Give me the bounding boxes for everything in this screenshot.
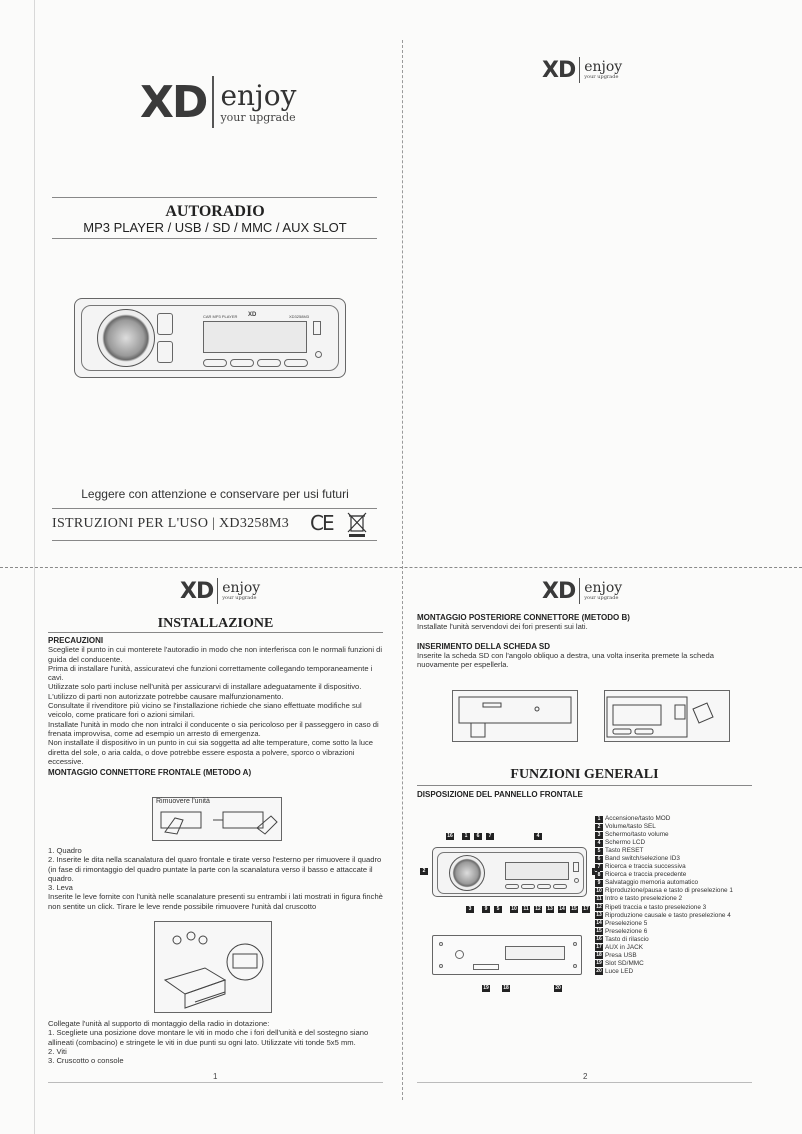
step-a: 2. Inserite le dita nella scanalatura del quaro frontale e tirate verso l'esterno per rimuovere il quadro (in fase di rimontaggio del quadro puntate la parte con la scanalatura verso il basso e attaccate il quadro. (48, 855, 382, 883)
legend-item (595, 823, 733, 831)
logo-mark: XD (180, 578, 214, 604)
metodo-b-block (417, 613, 757, 669)
legend-item (595, 863, 733, 871)
legend-item (595, 912, 733, 920)
legend-number: 1 (595, 816, 603, 823)
page2-footer-rule (417, 1082, 752, 1083)
metodo-b-text: Installate l'unità servendovi dei fori presenti sui lati. (417, 622, 588, 632)
legend-number: 10 (596, 887, 602, 894)
page2-logo (542, 578, 622, 604)
legend-number: 5 (595, 848, 603, 855)
legend-item (595, 904, 733, 912)
precauzioni-para: Scegliete il punto in cui monterete l'autoradio in modo che non interferisca con le normali funzioni di guida del conducente. (48, 645, 383, 664)
back-screw-hole (573, 964, 577, 968)
callout-number: 15 (571, 906, 577, 912)
installazione-rule (48, 632, 383, 633)
steps-b-block (48, 1019, 383, 1065)
page-number: 1 (213, 1072, 218, 1081)
read-note: Leggere con attenzione e conservare per usi futuri (81, 487, 349, 501)
logo-tagline: your upgrade (584, 595, 619, 601)
legend-number: 6 (595, 856, 603, 863)
legend-item (595, 847, 733, 855)
logo-divider (212, 76, 214, 128)
legend-item (595, 871, 733, 879)
callout-number: 2 (420, 868, 428, 875)
legend-label: Riproduzione causale e tasto preselezione 4 (605, 911, 731, 919)
legend-label: Tasto RESET (605, 847, 644, 855)
legend-number: 15 (596, 928, 602, 935)
callout-number: 16 (447, 833, 453, 839)
legend-label: Intro e tasto preselezione 2 (605, 895, 683, 903)
callout-number: 6 (474, 833, 482, 840)
legend-label: Tasto di rilascio (605, 935, 649, 943)
precauzioni-block (48, 636, 383, 777)
legend-number: 3 (595, 832, 603, 839)
legend-label: Ripeti traccia e tasto preselezione 3 (605, 903, 707, 911)
back-release-button (455, 950, 464, 959)
legend-number: 14 (596, 920, 602, 927)
radio-side-button (157, 341, 173, 363)
pannello-heading: DISPOSIZIONE DEL PANNELLO FRONTALE (417, 790, 583, 799)
logo-mark: XD (542, 578, 576, 604)
aux-jack (315, 351, 322, 358)
legend-item (595, 944, 733, 952)
legend-number: 18 (596, 952, 602, 959)
step-a: 3. Leva (48, 883, 73, 893)
panel-preset (521, 884, 535, 889)
callout-number: 19 (483, 985, 489, 991)
precauzioni-heading: PRECAUZIONI (48, 636, 104, 645)
panel-preset (505, 884, 519, 889)
legend-item (595, 839, 733, 847)
preset-button (203, 359, 227, 367)
legend-item (595, 960, 733, 968)
back-sd-slot (473, 964, 499, 970)
legend-item (595, 815, 733, 823)
metodo-a-heading: MONTAGGIO CONNETTORE FRONTALE (METODO A) (48, 768, 252, 778)
logo-divider (579, 578, 580, 604)
legend-item (595, 928, 733, 936)
legend-number: 8 (595, 872, 603, 879)
step-b: 1. Scegliete una posizione dove montare le viti in modo che i fori dell'unità e del sostegno siano allineati (combacino) e stringete le viti in due punti su ogni lato. Utilizzate viti tonde 5x5 mm. (48, 1028, 369, 1047)
legend-label: Volume/tasto SEL (605, 823, 656, 831)
precauzioni-para: Consultate il rivenditore più vicino se l'installazione richiede che siano effettuate modifiche sul veicolo, come praticare fori o azioni similari. (48, 701, 362, 720)
precauzioni-para: Utilizzate solo parti incluse nell'unità per assicurarvi di installare adeguatamente il dispositivo. L'utilizzo di parti non autorizzate potrebbe causare malfunzionamento. (48, 682, 362, 701)
preset-button (230, 359, 254, 367)
logo-divider (217, 578, 218, 604)
funzioni-title: FUNZIONI GENERALI (510, 767, 659, 782)
legend-label: Band switch/selezione ID3 (605, 855, 680, 863)
ce-mark: CE (310, 511, 333, 535)
callout-number: 5 (494, 906, 502, 913)
cover-rule-bottom (52, 238, 377, 239)
radio-side-button (157, 313, 173, 335)
manual-code: ISTRUZIONI PER L'USO | XD3258M3 (52, 516, 290, 531)
callout-number: 11 (523, 906, 529, 912)
legend-number: 19 (596, 960, 602, 967)
logo-brand: enjoy (220, 78, 297, 112)
callout-number: 12 (535, 906, 541, 912)
panel-preset (553, 884, 567, 889)
page1-logo (180, 578, 260, 604)
legend-number: 2 (595, 824, 603, 831)
logo-mark: XD (140, 76, 207, 128)
legend-label: Schermo/tasto volume (605, 831, 669, 839)
radio-label-left: CAR MP3 PLAYER (203, 314, 238, 319)
code-rule-bottom (52, 540, 377, 541)
logo-brand: enjoy (584, 59, 623, 75)
callouts-bottom (466, 906, 592, 913)
legend-label: Schermo LCD (605, 839, 646, 847)
legend-label: Luce LED (605, 967, 634, 975)
funzioni-rule (417, 785, 752, 786)
panel-diagram (432, 847, 587, 897)
logo-divider (579, 57, 580, 83)
back-window (505, 946, 565, 960)
steps-a-block (48, 846, 383, 911)
page1-footer-rule (48, 1082, 383, 1083)
legend-item (595, 855, 733, 863)
legend-label: Preselezione 6 (605, 927, 648, 935)
radio-label-center: XD (248, 312, 257, 318)
legend-item (595, 920, 733, 928)
legend-item (595, 936, 733, 944)
mounting-illustration (155, 922, 273, 1014)
legend-number: 9 (595, 880, 603, 887)
installazione-title: INSTALLAZIONE (157, 616, 274, 631)
legend-item (595, 831, 733, 839)
legend-item (595, 952, 733, 960)
cover-subtitle: MP3 PLAYER / USB / SD / MMC / AUX SLOT (83, 220, 347, 235)
logo-tagline: your upgrade (220, 110, 296, 124)
logo-brand: enjoy (222, 580, 261, 596)
logo-tagline: your upgrade (584, 74, 619, 80)
callout-number: 7 (486, 833, 494, 840)
preset-button (284, 359, 308, 367)
legend-label: Salvataggio memoria automatico (605, 879, 699, 887)
horizontal-fold-line (0, 567, 802, 568)
usb-port (313, 321, 321, 335)
callouts-back (482, 985, 564, 992)
logo-brand: enjoy (584, 580, 623, 596)
panel-back-diagram (432, 935, 582, 975)
legend-item (595, 879, 733, 887)
callout-number: 10 (511, 906, 517, 912)
callout-number: 20 (555, 985, 561, 991)
logo-tagline: your upgrade (222, 595, 257, 601)
figure-sd-insert (604, 690, 730, 742)
callout-number: 9 (482, 906, 490, 913)
back-screw-hole (439, 942, 443, 946)
precauzioni-para: Installate l'unità in modo che non intralci il conducente o sia pericoloso per il passeggero in caso di frenata improvvisa, come ad esempio un arresto di emergenza. (48, 719, 379, 738)
back-screw-hole (439, 964, 443, 968)
legend-number: 11 (596, 895, 602, 902)
legend-label: Accensione/tasto MOD (605, 815, 671, 822)
callout-number: 14 (559, 906, 565, 912)
metodo-b-heading: MONTAGGIO POSTERIORE CONNETTORE (METODO B) (417, 613, 630, 622)
step-b: Collegate l'unità al supporto di montaggio della radio in dotazione: (48, 1019, 270, 1028)
cover-title: AUTORADIO (165, 203, 265, 220)
callout-number: 3 (466, 906, 474, 913)
legend-number: 20 (596, 968, 602, 975)
callout-number: 1 (462, 833, 470, 840)
legend-label: Ricerca e traccia precedente (605, 871, 687, 879)
panel-lcd (505, 862, 569, 880)
panel-legend (595, 815, 733, 976)
figure-mounting (154, 921, 272, 1013)
legend-number: 13 (596, 912, 602, 919)
callout-number: 17 (583, 906, 589, 912)
figure-rear-mount (452, 690, 578, 742)
legend-label: Preselezione 5 (605, 919, 648, 927)
cover-rule-top (52, 197, 377, 198)
legend-label: Presa USB (605, 951, 637, 959)
callout-number: 13 (547, 906, 553, 912)
radio-lcd (203, 321, 307, 353)
panel-aux-jack (574, 878, 579, 883)
panel-knob (449, 855, 485, 891)
sd-heading: INSERIMENTO DELLA SCHEDA SD (417, 641, 551, 651)
legend-number: 17 (596, 944, 602, 951)
cover-logo (140, 76, 296, 128)
callout-number: 4 (534, 833, 542, 840)
logo-mark: XD (542, 57, 576, 83)
precauzioni-para: Non installate il dispositivo in un punto in cui sia soggetta ad alte temperature, come sotto la luce diretta del sole, o aria calda, o dove potrebbe essere esposta a polvere, sporco o vibrazioni eccessive. (48, 738, 374, 766)
callout-number: 18 (503, 985, 509, 991)
precauzioni-para: Prima di installare l'unità, assicuratevi che funzioni correttamente collegando temporaneamente i cavi. (48, 663, 373, 683)
rear-mount-illustration (453, 691, 579, 743)
vertical-fold-line (402, 40, 403, 1100)
step-a: Inserite le leve fornite con l'unità nelle scanalature presenti su entrambi i lati mostrati in figura finchè non sentite un click. Tirare le leve rende possibile rimuovere l'unità dal cruscotto (48, 892, 383, 911)
panel-preset (537, 884, 551, 889)
legend-number: 7 (595, 864, 603, 871)
radio-front-illustration (74, 298, 346, 378)
panel-usb-port (573, 862, 579, 872)
legend-item (595, 895, 733, 903)
legend-item (595, 887, 733, 895)
back-cover-logo (542, 57, 622, 83)
volume-knob (97, 309, 155, 367)
legend-label: Slot SD/MMC (605, 959, 644, 967)
step-b: 3. Cruscotto o console (48, 1056, 124, 1066)
preset-button (257, 359, 281, 367)
weee-bin-icon (347, 511, 367, 537)
legend-item (595, 968, 733, 976)
page-number: 2 (583, 1072, 588, 1081)
legend-label: Ricerca e traccia successiva (605, 863, 686, 871)
radio-label-right: XD3258M3 (289, 314, 310, 319)
callouts-top (446, 833, 544, 840)
legend-number: 12 (596, 904, 602, 911)
sd-text: Inserite la scheda SD con l'angolo obliquo a destra, una volta inserita premete la scheda nuovamente per espellerla. (417, 650, 714, 670)
legend-label: Riproduzione/pausa e tasto di preselezione 1 (605, 887, 733, 895)
figure-a-caption: Rimuovere l'unità (156, 798, 210, 805)
step-a: 1. Quadro (48, 846, 82, 855)
legend-number: 4 (595, 840, 603, 847)
sd-insert-illustration (605, 691, 731, 743)
step-b: 2. Viti (48, 1046, 67, 1056)
legend-label: AUX in JACK (605, 943, 644, 951)
pannello-block (417, 790, 752, 799)
legend-number: 16 (596, 936, 602, 943)
code-rule-top (52, 508, 377, 509)
back-screw-hole (573, 942, 577, 946)
